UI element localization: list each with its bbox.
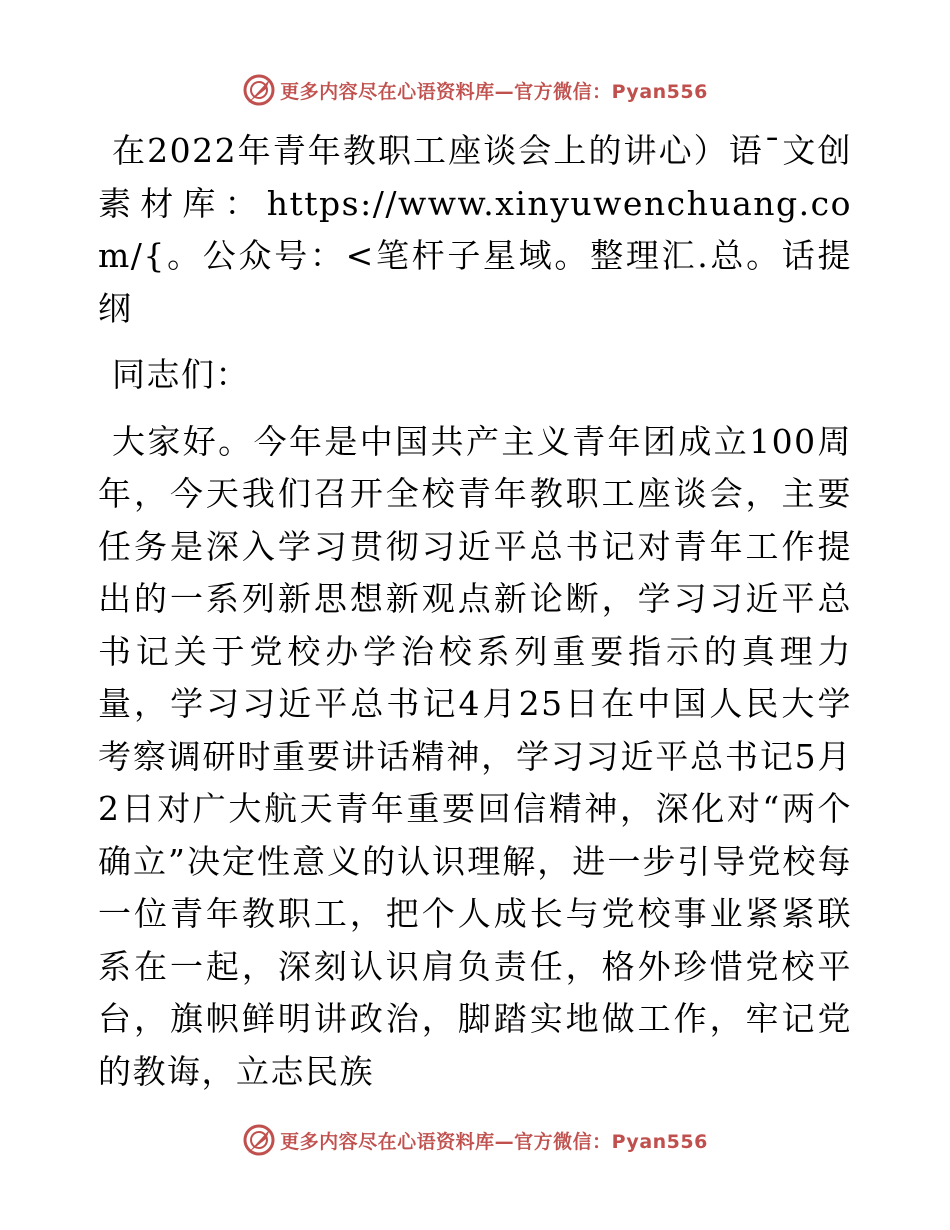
quill-seal-icon xyxy=(242,1123,276,1157)
banner-text: 更多内容尽在心语资料库—官方微信：Pyan556 xyxy=(280,1130,708,1153)
header-banner xyxy=(0,70,950,110)
document-title: 在2022年青年教职工座谈会上的讲心）语¯文创素材库：https://www.xinyuwenchuang.com/{。公众号：<笔杆子星域。整理汇.总。话提纲 xyxy=(98,131,852,328)
quill-seal-icon xyxy=(242,73,276,107)
banner-text: 更多内容尽在心语资料库—官方微信：Pyan556 xyxy=(280,80,708,103)
body-paragraph: 大家好。今年是中国共产主义青年团成立100周年，今天我们召开全校青年教职工座谈会，主要任务是深入学习贯彻习近平总书记对青年工作提出的一系列新思想新观点新论断，学习习近平总书记关于党校办学治校系列重要指示的真理力量，学习习近平总书记4月25日在中国人民大学考察调研时重要讲话精神，学习习近平总书记5月2日对广大航天青年重要回信精神，深化对“两个确立”决定性意义的认识理解，进一步引导党校每一位青年教职工，把个人成长与党校事业紧紧联系在一起，深刻认识肩负责任，格外珍惜党校平台，旗帜鲜明讲政治，脚踏实地做工作，牢记党的教诲，立志民族 xyxy=(98,421,852,1091)
salutation: 同志们： xyxy=(112,355,250,394)
footer-banner xyxy=(0,1120,950,1160)
document-body xyxy=(98,125,852,1098)
